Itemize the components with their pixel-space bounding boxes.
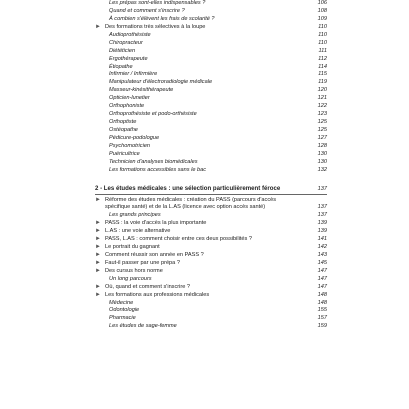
toc-entry-text: Opticien-lunetier [109, 95, 150, 102]
toc-page-number: 128 [317, 142, 327, 149]
toc-entry[interactable] [95, 95, 327, 103]
toc-entry[interactable] [95, 111, 327, 119]
toc-page-number: 137 [317, 204, 327, 211]
toc-page-number: 110 [318, 31, 327, 38]
toc-entry[interactable] [95, 323, 327, 331]
toc-page-number: 127 [317, 134, 327, 141]
toc-page-number: 108 [317, 7, 327, 14]
table-of-contents [95, 0, 327, 331]
chapter-page-number: 137 [317, 185, 327, 192]
toc-page-number: 109 [317, 15, 327, 22]
toc-page-number: 130 [317, 158, 327, 165]
toc-entry[interactable] [95, 292, 327, 300]
toc-page-number: 130 [317, 150, 327, 157]
toc-page-number: 145 [317, 259, 327, 266]
toc-entry-text: Diététicien [109, 47, 136, 54]
toc-entry-text: Les études de sage-femme [109, 323, 177, 330]
toc-entry[interactable] [95, 87, 327, 95]
toc-section-bottom [95, 212, 327, 331]
toc-entry[interactable] [95, 8, 327, 16]
toc-page-number: 125 [317, 127, 327, 133]
bullet-arrow-icon: ► [95, 251, 101, 258]
toc-page-number: 147 [317, 275, 327, 282]
toc-entry[interactable] [95, 79, 327, 87]
chapter-heading[interactable] [95, 184, 327, 195]
toc-entry-text: Les formations accessibles sans le bac [109, 166, 207, 173]
toc-page-number: 123 [317, 111, 327, 118]
toc-entry[interactable] [95, 16, 327, 24]
toc-page-number: 147 [317, 283, 327, 290]
toc-entry-text: Psychomotricien [109, 142, 151, 149]
chapter-title: 2 - Les études médicales : une sélection particulièrement féroce [95, 184, 281, 192]
toc-entry-text: Odontologie [109, 307, 140, 314]
toc-entry[interactable] [95, 159, 327, 167]
toc-entry[interactable] [95, 300, 327, 308]
toc-entry-text: spécifique santé) et de la L.AS (licence avec option accès santé) [105, 204, 266, 211]
toc-page-number: 111 [318, 47, 327, 54]
toc-entry-text: Étiopathe [109, 63, 133, 70]
toc-entry[interactable] [95, 228, 327, 236]
toc-entry[interactable] [95, 220, 327, 228]
toc-entry[interactable] [95, 252, 327, 260]
toc-entry-text: Pharmacie [109, 315, 136, 322]
toc-entry[interactable] [95, 40, 327, 48]
toc-entry[interactable] [95, 260, 327, 268]
toc-page-number: 110 [318, 39, 327, 46]
toc-section-top [95, 0, 327, 175]
toc-entry[interactable] [95, 244, 327, 252]
toc-page-number: 139 [317, 220, 327, 227]
toc-entry-text: Puéricultrice [109, 150, 140, 157]
toc-entry[interactable] [95, 64, 327, 72]
toc-page-number: 148 [317, 299, 327, 306]
toc-entry[interactable] [95, 32, 327, 40]
toc-entry[interactable] [95, 135, 327, 143]
toc-entry-text: Le portrait du gagnant [105, 243, 160, 250]
toc-entry-text: Orthoptiste [109, 119, 137, 126]
toc-page-number: 142 [317, 243, 327, 250]
toc-page-number: 115 [318, 71, 327, 78]
toc-entry-text: Des cursus hors norme [105, 267, 163, 274]
bullet-arrow-icon: ► [95, 243, 101, 250]
toc-page-number: 147 [317, 267, 327, 274]
toc-entry[interactable] [95, 151, 327, 159]
toc-entry[interactable] [95, 103, 327, 111]
toc-page-number: 119 [318, 79, 327, 86]
toc-entry[interactable] [95, 24, 327, 32]
bullet-arrow-icon: ► [95, 259, 101, 266]
toc-entry-text: Infirmier / Infirmière [109, 71, 158, 78]
toc-entry[interactable] [95, 71, 327, 79]
bullet-arrow-icon: ► [95, 196, 101, 203]
toc-entry-text: L.AS : une voie alternative [105, 228, 171, 235]
toc-entry-text: Où, quand et comment s'inscrire ? [105, 283, 191, 290]
toc-entry[interactable] [95, 212, 327, 220]
toc-page-number: 141 [317, 236, 327, 243]
toc-entry[interactable] [95, 315, 327, 323]
toc-page-number: 106 [317, 0, 327, 6]
toc-entry-text: Ostéopathe [109, 127, 138, 133]
toc-entry-text: Masseur-kinésithérapeute [109, 87, 174, 94]
toc-entry-text: Comment réussir son année en PASS ? [105, 251, 204, 258]
toc-entry-text: Pédicure-podologue [109, 134, 160, 141]
toc-page-number: 159 [317, 323, 327, 330]
toc-entry-text: PASS, L.AS : comment choisir entre ces deux possibilités ? [105, 236, 252, 243]
bullet-arrow-icon: ► [95, 283, 101, 290]
toc-entry-text: Les formations aux professions médicales [105, 291, 210, 298]
bullet-arrow-icon: ► [95, 267, 101, 274]
toc-entry[interactable] [95, 56, 327, 64]
toc-entry-text: Quand et comment s'inscrire ? [109, 7, 185, 14]
toc-page-number: 143 [317, 251, 327, 258]
toc-page-number: 120 [317, 87, 327, 94]
toc-page-number: 139 [317, 228, 327, 235]
bullet-arrow-icon: ► [95, 236, 101, 243]
bullet-arrow-icon: ► [95, 23, 101, 30]
toc-page-number: 112 [318, 55, 327, 62]
toc-entry[interactable] [95, 307, 327, 315]
toc-entry-text: PASS : la voie d'accès la plus importante [105, 220, 207, 227]
toc-entry-text: Les grands principes [109, 212, 161, 219]
toc-page-number: 157 [317, 315, 327, 322]
toc-entry-text: Technicien d'analyses biomédicales [109, 158, 198, 165]
toc-entry[interactable] [95, 236, 327, 244]
toc-entry-text: Un long parcours [109, 275, 152, 282]
toc-page-number: 148 [317, 291, 327, 298]
toc-entry-text: Orthoprothésiste et podo-orthésiste [109, 111, 197, 118]
toc-entry[interactable] [95, 119, 327, 127]
toc-entry[interactable] [95, 167, 327, 175]
toc-entry-text: Réforme des études médicales : création du PASS (parcours d'accès [105, 196, 277, 203]
toc-page-number: 132 [317, 166, 327, 173]
toc-entry-text: Faut-il passer par une prépa ? [105, 259, 180, 266]
toc-entry-text: Des formations très sélectives à la loupe [105, 23, 206, 30]
bullet-arrow-icon: ► [95, 220, 101, 227]
toc-entry[interactable] [95, 0, 327, 8]
toc-page-number: 155 [317, 307, 327, 314]
toc-page-number: 114 [318, 63, 327, 70]
toc-entry-reform-continued[interactable] [95, 204, 327, 212]
toc-page-number: 122 [317, 103, 327, 110]
toc-entry[interactable] [95, 127, 327, 135]
toc-entry-text: À combien s'élèvent les frais de scolarité ? [109, 15, 215, 22]
toc-entry[interactable] [95, 143, 327, 151]
toc-entry-reform[interactable] [95, 197, 327, 204]
toc-entry-text: Chiropracteur [109, 39, 143, 46]
toc-entry-text: Ergothérapeute [109, 55, 148, 62]
toc-entry[interactable] [95, 268, 327, 276]
toc-page-number: 125 [317, 119, 327, 126]
toc-entry[interactable] [95, 284, 327, 292]
toc-page-number: 137 [317, 212, 327, 219]
toc-entry[interactable] [95, 48, 327, 56]
toc-page-number: 121 [317, 95, 327, 102]
toc-entry-text: Orthophoniste [109, 103, 145, 110]
bullet-arrow-icon: ► [95, 228, 101, 235]
toc-entry-text: Manipulateur d'électroradiologie médicale [109, 79, 213, 86]
toc-entry-text: Audioprothésiste [109, 31, 151, 38]
toc-entry-text: Les prépas sont-elles indispensables ? [109, 0, 206, 6]
toc-entry-text: Médecine [109, 299, 134, 306]
toc-page-number: 110 [318, 23, 327, 30]
toc-entry[interactable] [95, 276, 327, 284]
bullet-arrow-icon: ► [95, 291, 101, 298]
